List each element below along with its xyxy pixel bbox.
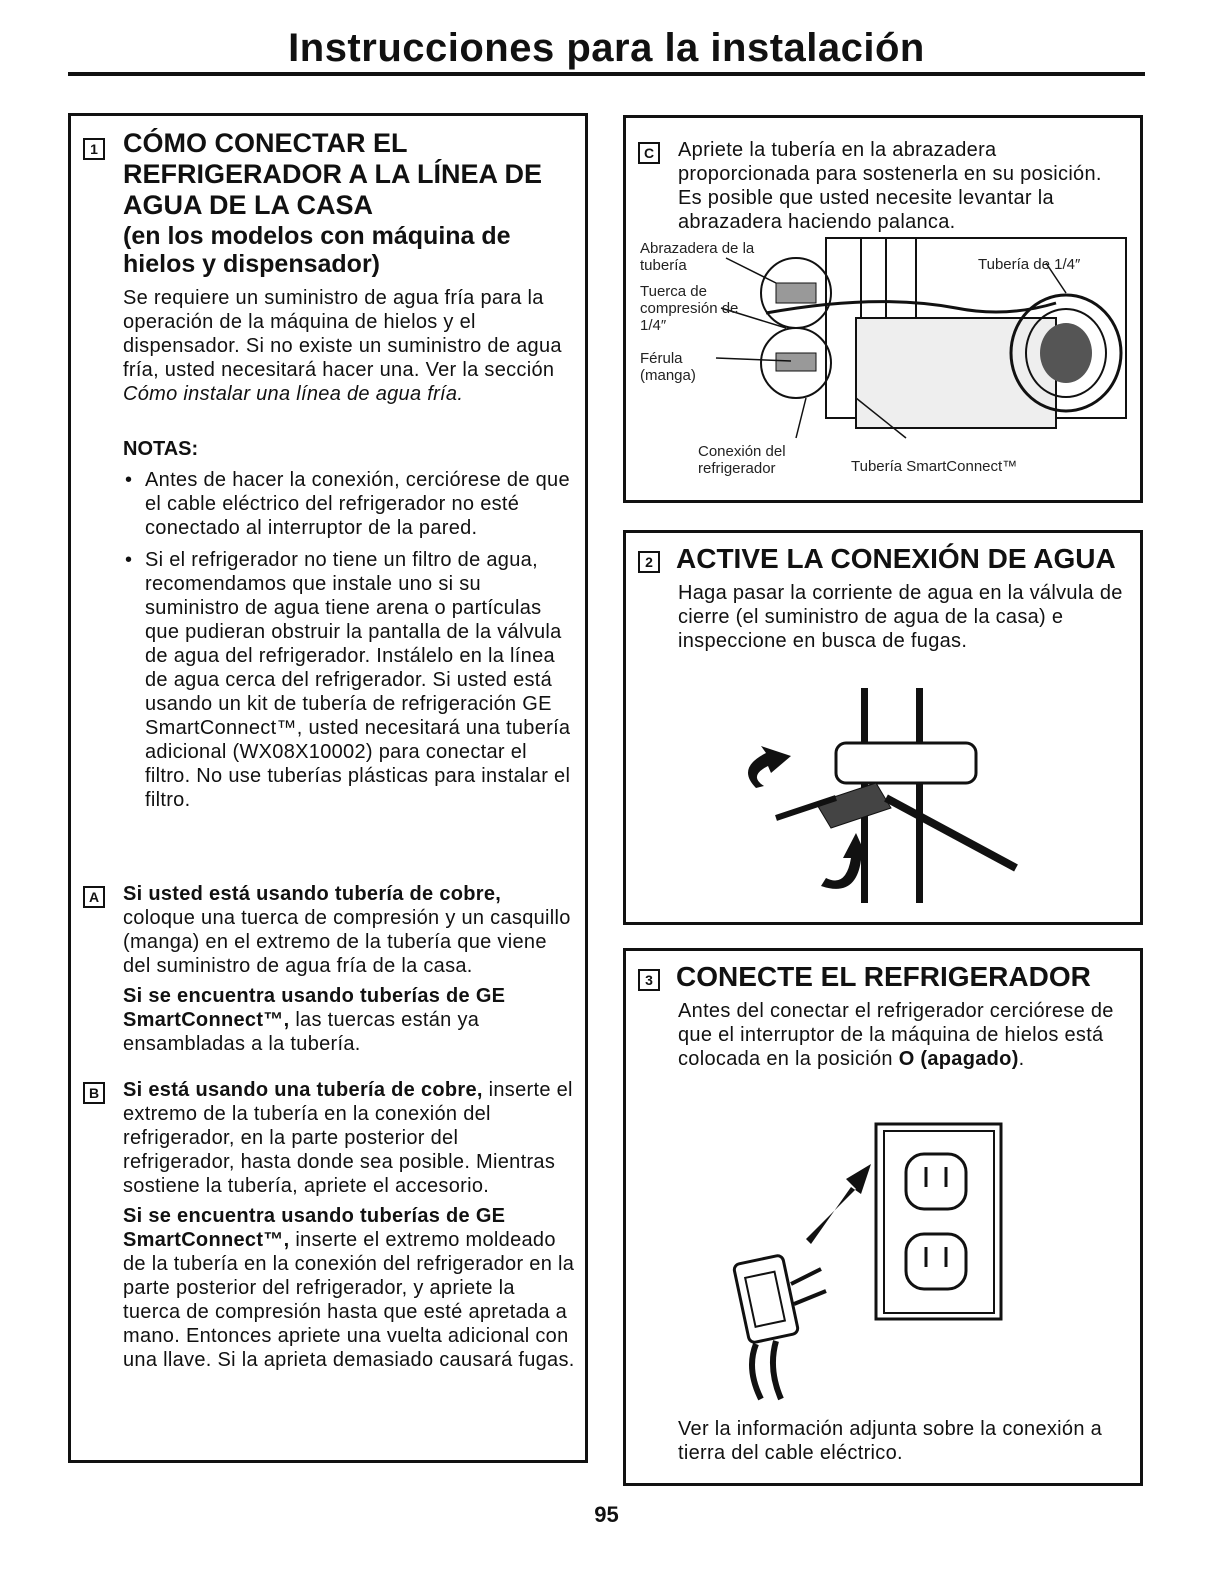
label-tubing: Tubería de 1/4″ — [978, 256, 1081, 273]
step-2-marker: 2 — [638, 551, 660, 573]
intro-paragraph: Se requiere un suministro de agua fría para la operación de la máquina de hielos y el dispensador. Si no existe un suministro de agua fría, usted necesitará hacer una. Ver la sección Cómo instalar una línea de agua fría. — [123, 287, 562, 405]
title-rule — [68, 72, 1145, 76]
note-item: • Antes de hacer la conexión, cerciórese de que el cable eléctrico del refrigerador no esté conectado al interruptor de la pared. — [123, 468, 575, 540]
step-c-text: Apriete la tubería en la abrazadera proporcionada para sostenerla en su posición. Es posible que usted necesite levantar la abrazadera haciendo palanca. — [678, 139, 1102, 233]
label-clamp: Abrazadera de la tubería — [640, 240, 755, 274]
section-step-2 — [623, 530, 1143, 925]
notes-title: NOTAS: — [123, 438, 199, 460]
step-3-heading: CONECTE EL REFRIGERADOR — [676, 961, 1091, 992]
section-step-c — [623, 115, 1143, 503]
step-a-marker: A — [83, 886, 105, 908]
label-connection: Conexión del refrigerador — [698, 443, 786, 477]
step-3-text: Antes del conectar el refrigerador cerciórese de que el interruptor de la máquina de hielos está colocada en la posición O (apagado). — [678, 1000, 1114, 1070]
step-3-footer: Ver la información adjunta sobre la conexión a tierra del cable eléctrico. — [678, 1418, 1103, 1464]
label-smartconnect: Tubería SmartConnect™ — [851, 458, 1018, 475]
label-compression-nut: Tuerca de compresión de 1/4″ — [640, 283, 739, 334]
outlet-plug-illustration — [726, 1119, 1016, 1404]
shutoff-valve-illustration — [716, 688, 1056, 908]
intro-reference: Cómo instalar una línea de agua fría. — [123, 383, 464, 405]
step-a-text: Si usted está usando tubería de cobre, coloque una tuerca de compresión y un casquillo (manga) en el extremo de la tubería que viene del suministro de agua fría de la casa. Si se encuentra usando tuberías de GE SmartConnect™, las tuercas están ya ensambladas a la tubería. — [123, 883, 571, 1055]
step-1-marker: 1 — [83, 138, 105, 160]
section-step-3 — [623, 948, 1143, 1486]
section-heading: CÓMO CONECTAR EL REFRIGERADOR A LA LÍNEA DE AGUA DE LA CASA — [123, 128, 543, 220]
step-b-text: Si está usando una tubería de cobre, inserte el extremo de la tubería en la conexión del refrigerador, en la parte posterior del refrigerador, hasta donde sea posible. Mientras sostiene la tubería, apriete el accesorio. Si se encuentra usando tuberías de GE SmartConnect™, inserte el extremo moldeado de la tubería en la conexión del refrigerador en la parte posterior del refrigerador, y apriete la tuerca de compresión hasta que esté apretada a mano. Entonces apriete una vuelta adicional con una llave. Si la aprieta demasiado causará fugas. — [123, 1079, 575, 1371]
step-2-heading: ACTIVE LA CONEXIÓN DE AGUA — [676, 543, 1116, 574]
section-connect-water-line — [68, 113, 588, 1463]
section-subheading: (en los modelos con máquina de hielos y dispensador) — [123, 222, 511, 278]
label-ferrule: Férula (manga) — [640, 350, 696, 384]
note-item: • Si el refrigerador no tiene un filtro de agua, recomendamos que instale uno si su suministro de agua tiene arena o partículas que pudieran obstruir la pantalla de la válvula de agua del refrigerador. Instálelo en la línea de agua cerca del refrigerador. Si usted está usando un kit de tubería de refrigeración GE SmartConnect™, usted necesitará una tubería adicional (WX08X10002) para conectar el filtro. No use tuberías plásticas para instalar el filtro. — [123, 548, 575, 812]
page-number: 95 — [594, 1502, 619, 1527]
page-title: Instrucciones para la instalación — [288, 26, 925, 70]
step-3-marker: 3 — [638, 969, 660, 991]
off-position: O (apagado) — [898, 1048, 1019, 1070]
step-2-text: Haga pasar la corriente de agua en la válvula de cierre (el suministro de agua de la casa) e inspeccione en busca de fugas. — [678, 582, 1123, 652]
step-b-marker: B — [83, 1082, 105, 1104]
step-c-marker: C — [638, 142, 660, 164]
notes-list — [123, 468, 575, 820]
